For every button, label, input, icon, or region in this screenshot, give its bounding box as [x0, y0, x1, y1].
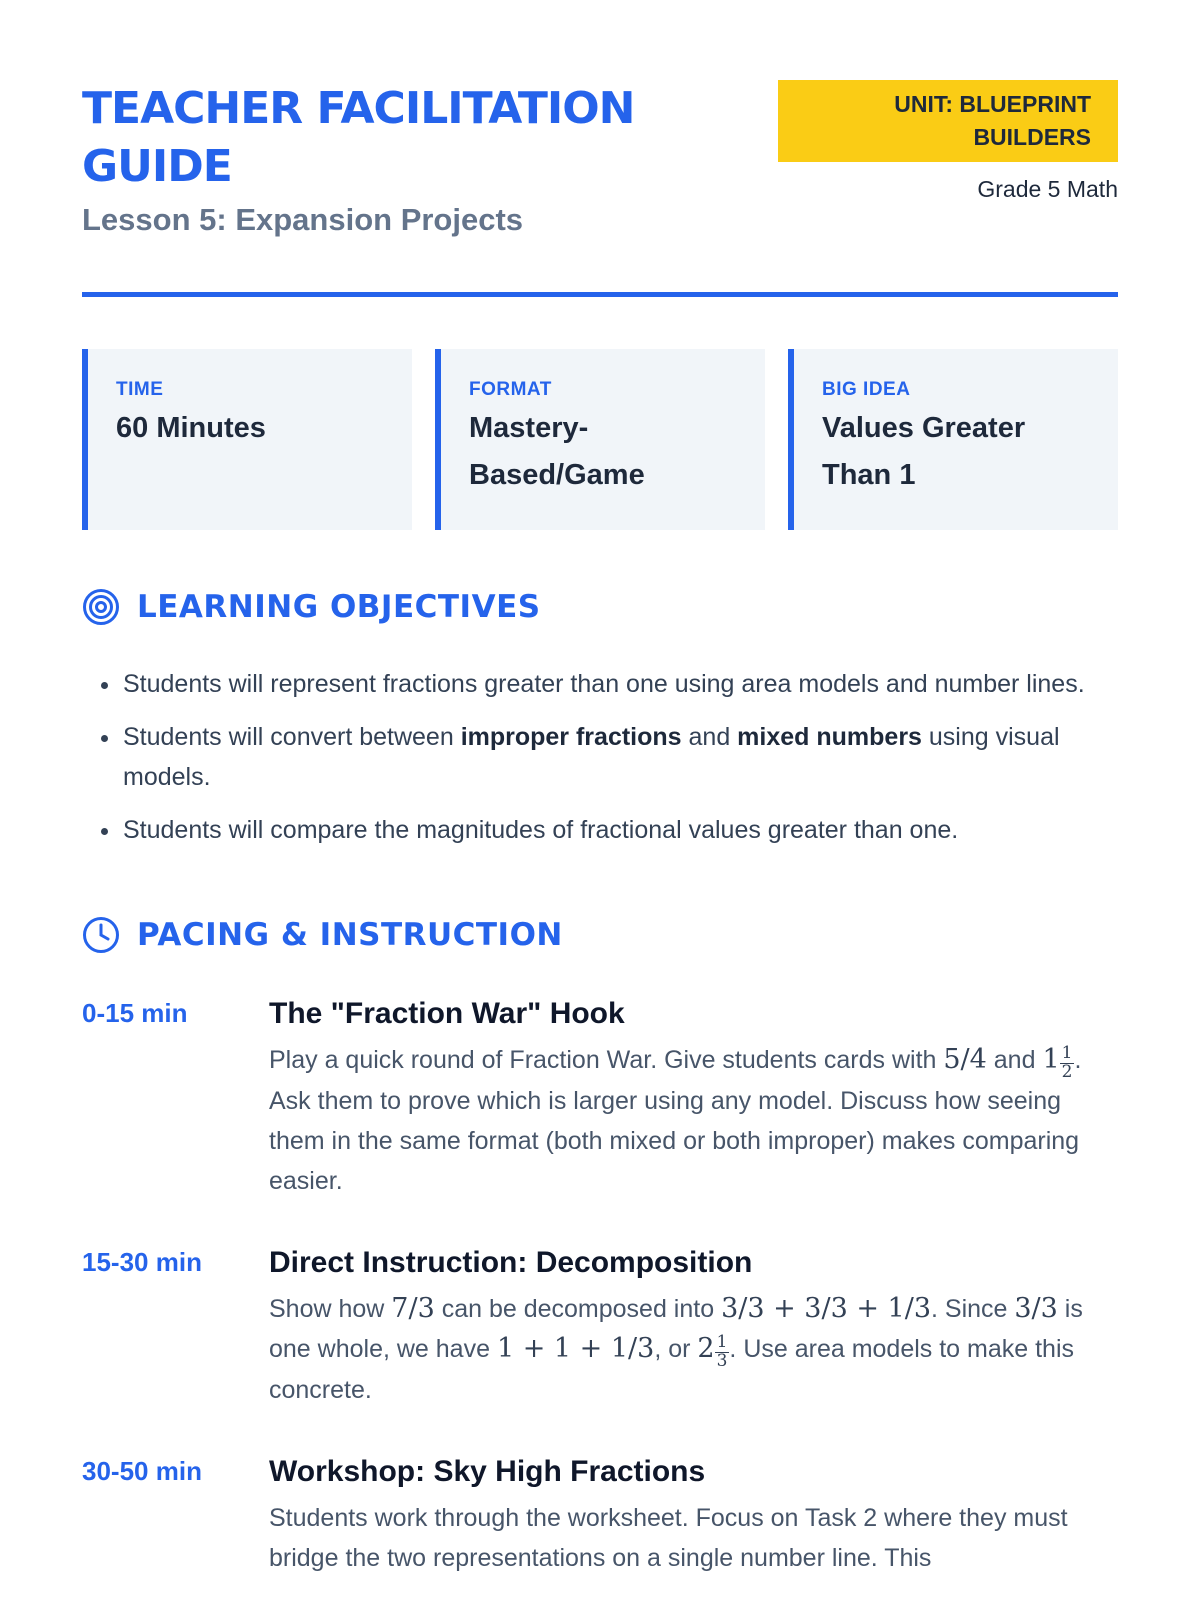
pacing-description [269, 1040, 1118, 1201]
pacing-item-title: Direct Instruction: Decomposition [269, 1246, 753, 1279]
objective-text: Students will represent fractions greater than one using area models and number lines. [123, 670, 1085, 698]
objective-text: using visual models. [123, 723, 1060, 791]
objective-emphasis: improper fractions [460, 723, 682, 751]
objective-text: Students will compare the magnitudes of fractional values greater than one. [123, 816, 959, 844]
text-run: . Use area models to make this concrete. [269, 1335, 1075, 1404]
pacing-body [269, 1450, 1118, 1578]
card-value: Values Greater Than 1 [822, 412, 1026, 491]
text-run: can be decomposed into [434, 1295, 722, 1323]
mixed-number-whole: 2 [697, 1333, 715, 1364]
info-card-time [82, 349, 412, 530]
pacing-time: 0-15 min [82, 998, 188, 1028]
objective-item [122, 717, 1118, 797]
math-expression: 3/3 [1014, 1293, 1058, 1324]
text-run: . Ask them to prove which is larger using any model. Discuss how seeing them in the same format (both mixed or both improper) makes comparing easier. [269, 1046, 1082, 1195]
target-icon [82, 588, 120, 626]
math-expression: 3/3 + 3/3 + 1/3 [721, 1293, 931, 1324]
pacing-time: 15-30 min [82, 1247, 202, 1277]
lesson-subtitle: Lesson 5: Expansion Projects [82, 202, 524, 237]
header-divider [82, 292, 1118, 297]
pacing-title: PACING & INSTRUCTION [137, 917, 563, 953]
info-card-big-idea [788, 349, 1118, 530]
text-run: . Since [931, 1295, 1015, 1323]
pacing-heading [82, 916, 1118, 954]
objectives-heading [82, 588, 1118, 626]
pacing-description [269, 1289, 1118, 1410]
grade-label: Grade 5 Math [977, 176, 1118, 202]
mixed-number-whole: 1 [1042, 1044, 1060, 1075]
math-expression: 1 + 1 + 1/3 [496, 1333, 655, 1364]
pacing-item [82, 1450, 1118, 1578]
text-run: is one whole, we have [269, 1295, 1083, 1363]
text-run: Play a quick round of Fraction War. Give students cards with [269, 1046, 944, 1074]
card-label: FORMAT [469, 379, 552, 400]
pacing-body [269, 1241, 1118, 1410]
fraction [715, 1334, 730, 1370]
pacing-time: 30-50 min [82, 1456, 202, 1486]
unit-badge-block [778, 80, 1118, 203]
header [82, 0, 1118, 237]
unit-badge: UNIT: BLUEPRINT BUILDERS [778, 80, 1118, 162]
card-value: Mastery-Based/Game [469, 412, 645, 491]
fraction [1060, 1045, 1075, 1081]
objective-item [122, 664, 1118, 704]
math-expression: 7/3 [391, 1293, 435, 1324]
card-label: TIME [116, 379, 164, 400]
clock-icon [82, 916, 120, 954]
page-title: TEACHER FACILITATION GUIDE [82, 83, 635, 192]
pacing-description: Students work through the worksheet. Focus on Task 2 where they must bridge the two representations on a single number line. This [269, 1504, 1068, 1572]
denominator: 2 [1061, 1062, 1073, 1082]
info-card-format [435, 349, 765, 530]
pacing-item-title: The "Fraction War" Hook [269, 997, 625, 1030]
text-run: Show how [269, 1295, 392, 1323]
objective-emphasis: mixed numbers [737, 723, 922, 751]
numerator: 1 [1061, 1043, 1073, 1063]
math-expression: 5/4 [943, 1044, 987, 1075]
objective-text: Students will convert between [123, 723, 461, 751]
pacing-item [82, 992, 1118, 1201]
denominator: 3 [716, 1351, 728, 1371]
text-run: and [986, 1046, 1043, 1074]
objective-item [122, 810, 1118, 850]
card-value: 60 Minutes [116, 412, 266, 444]
pacing-item-title: Workshop: Sky High Fractions [269, 1455, 706, 1488]
text-run: , or [654, 1335, 698, 1363]
objectives-list [82, 664, 1118, 850]
objective-text: and [681, 723, 738, 751]
pacing-body [269, 992, 1118, 1201]
pacing-item [82, 1241, 1118, 1410]
objectives-title: LEARNING OBJECTIVES [137, 589, 541, 625]
numerator: 1 [716, 1332, 728, 1352]
card-label: BIG IDEA [822, 379, 911, 400]
info-cards [82, 349, 1118, 530]
